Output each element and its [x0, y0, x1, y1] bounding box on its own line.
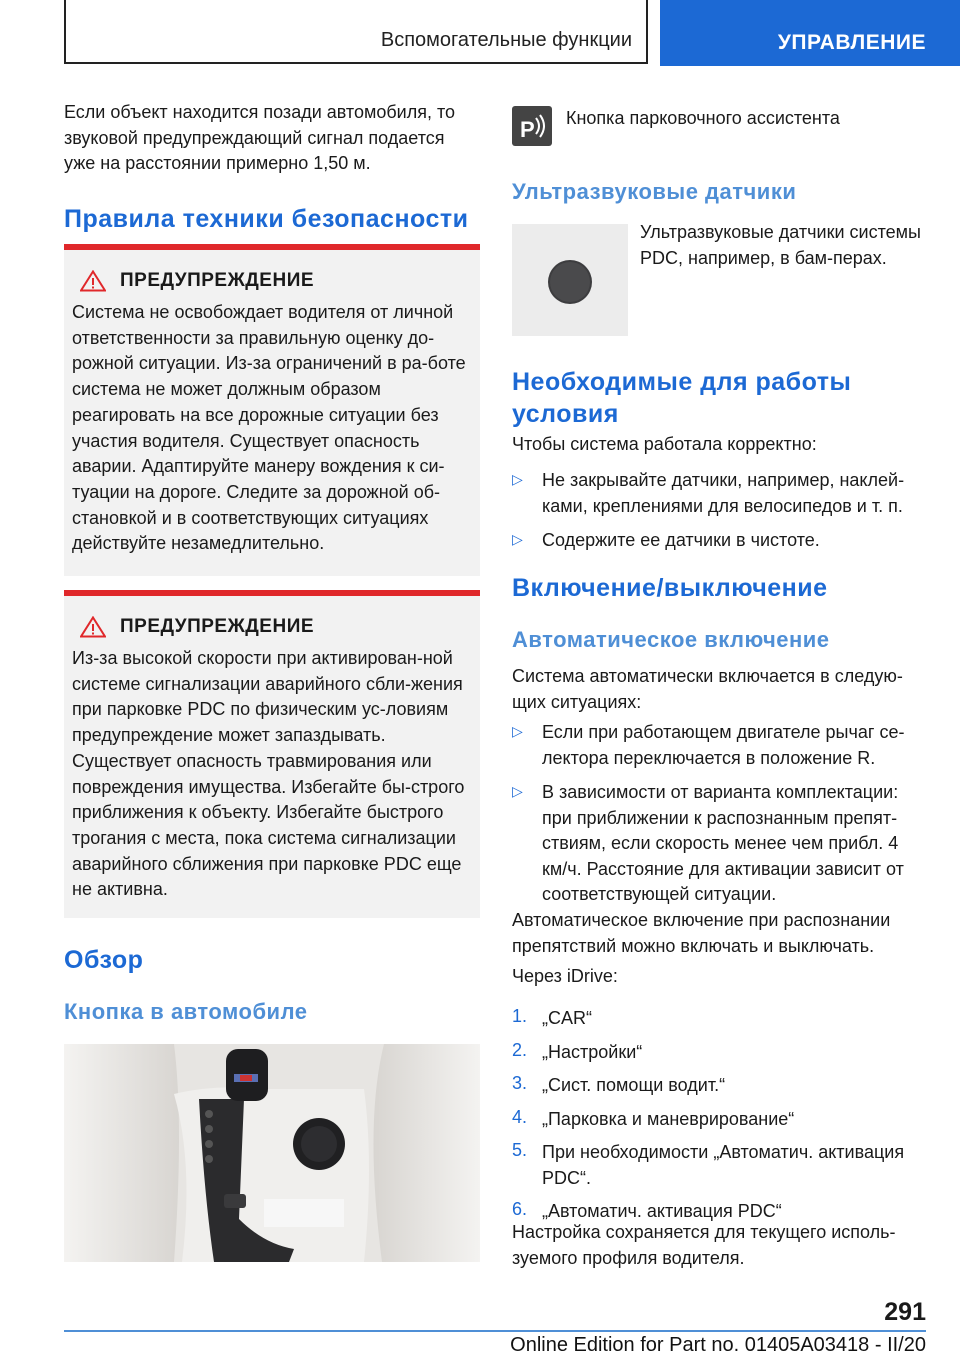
page-number: 291: [884, 1298, 926, 1326]
list-item: [512, 1107, 928, 1133]
warning-text: Из-за высокой скорости при активирован-ной системе сигнализации аварийного сбли-жения при парковке PDC по физическим ус-ловиям предупреждение может запаздывать. Существует опасность травмирования или повреждения имущества. Избегайте бы-строго приближения к объекту. Избегайте быстрого трогания с места, пока система сигнализации аварийного сближения при парковке PDC еще не активна.: [72, 648, 465, 900]
header-section-box: [64, 0, 648, 64]
bullet-triangle-icon: ▷: [512, 783, 523, 799]
overview-heading: Обзор: [64, 946, 144, 974]
list-item: [512, 1040, 928, 1066]
button-caption: Кнопка парковочного ассистента: [566, 108, 840, 128]
idrive-intro: Через iDrive:: [512, 966, 618, 986]
warning-triangle-icon: [80, 616, 106, 638]
header-chapter-title: УПРАВЛЕНИЕ: [777, 31, 926, 54]
center-console-illustration: [64, 1044, 480, 1262]
step-text: „Автоматич. активация PDC“: [542, 1201, 782, 1221]
auto-list: [512, 720, 928, 908]
bullet-triangle-icon: ▷: [512, 531, 523, 547]
safety-heading: Правила техники безопасности: [64, 205, 469, 233]
auto-note: Автоматическое включение при распознании препятствий можно включать и выключать.: [512, 910, 891, 956]
onoff-heading: Включение/выключение: [512, 574, 828, 602]
warning-title-row: [80, 616, 472, 638]
warning-text: Система не освобождает водителя от личной ответственности за правильную оценку до-рожной ситуации. Из-за ограничений в ра-боте система не может должным образом реагировать на все дорожные ситуации без участия водителя. Существует опасность аварии. Адаптируйте манеру вождения к си-туации на дороге. Следите за дорожной об-становкой и в соответствующих ситуациях действуйте незамедлительно.: [72, 302, 466, 554]
step-number: 3.: [512, 1073, 528, 1093]
header-chapter-tab: [660, 0, 960, 66]
edition-text: Online Edition for Part no. 01405A03418 - II/20: [510, 1334, 926, 1356]
ultrasonic-sensor-image: [512, 224, 628, 336]
park-assist-button-icon: [512, 106, 552, 146]
warning-title: ПРЕДУПРЕЖДЕНИЕ: [120, 616, 315, 637]
step-number: 1.: [512, 1006, 528, 1026]
warning-triangle-icon: [80, 270, 106, 292]
header-section-title: Вспомогательные функции: [380, 29, 632, 51]
step-number: 5.: [512, 1140, 528, 1160]
step-text: „CAR“: [542, 1008, 592, 1028]
intro-paragraph: Если объект находится позади автомобиля, то звуковой предупреждающий сигнал подается уже на расстоянии примерно 1,50 м.: [64, 102, 456, 173]
auto-intro: Система автоматически включается в следую-щих ситуациях:: [512, 666, 903, 712]
list-item: [512, 1006, 928, 1032]
step-text: „Парковка и маневрирование“: [542, 1108, 795, 1129]
footer-divider: [64, 1330, 926, 1332]
conditions-list: [512, 468, 928, 554]
sensors-subheading: Ультразвуковые датчики: [512, 179, 797, 204]
warning-box-2: [64, 590, 480, 918]
list-item-text: Если при работающем двигателе рычаг се-лектора переключается в положение R.: [542, 722, 905, 768]
list-item: [512, 720, 928, 771]
list-item-text: Содержите ее датчики в чистоте.: [542, 530, 820, 550]
step-text: При необходимости „Автоматич. активация PDC“.: [542, 1142, 905, 1188]
idrive-steps: [512, 1006, 928, 1225]
step-text: „Настройки“: [542, 1041, 643, 1062]
step-text: „Сист. помощи водит.“: [542, 1075, 726, 1095]
list-item: [512, 528, 928, 554]
button-subheading: Кнопка в автомобиле: [64, 999, 308, 1024]
auto-subheading: Автоматическое включение: [512, 627, 830, 652]
warning-title-row: [80, 270, 472, 292]
list-item: [512, 1140, 928, 1191]
step-number: 4.: [512, 1106, 528, 1127]
list-item: [512, 780, 928, 908]
list-item: [512, 468, 928, 519]
bullet-triangle-icon: ▷: [512, 723, 523, 739]
conditions-heading: Необходимые для работы условия: [512, 368, 852, 428]
conditions-intro: Чтобы система работала корректно:: [512, 434, 817, 454]
warning-box-1: [64, 244, 480, 576]
step-number: 2.: [512, 1039, 528, 1060]
bullet-triangle-icon: ▷: [512, 471, 523, 487]
list-item: [512, 1073, 928, 1099]
svg-text:P: P: [520, 117, 535, 142]
list-item-text: Не закрывайте датчики, например, наклей-ками, креплениями для велосипедов и т. п.: [542, 470, 905, 516]
warning-title: ПРЕДУПРЕЖДЕНИЕ: [120, 270, 315, 291]
step-number: 6.: [512, 1199, 528, 1219]
list-item-text: В зависимости от варианта комплектации: при приближении к распознанным препят-ствиям, если скорость менее чем прибл. 4 км/ч. Расстояние для активации зависит от соответствующей ситуации.: [542, 782, 904, 904]
sensors-text: Ультразвуковые датчики системы PDC, например, в бам-перах.: [640, 222, 921, 268]
final-note: Настройка сохраняется для текущего исполь-зуемого профиля водителя.: [512, 1222, 896, 1268]
center-console-image: [64, 1044, 480, 1262]
